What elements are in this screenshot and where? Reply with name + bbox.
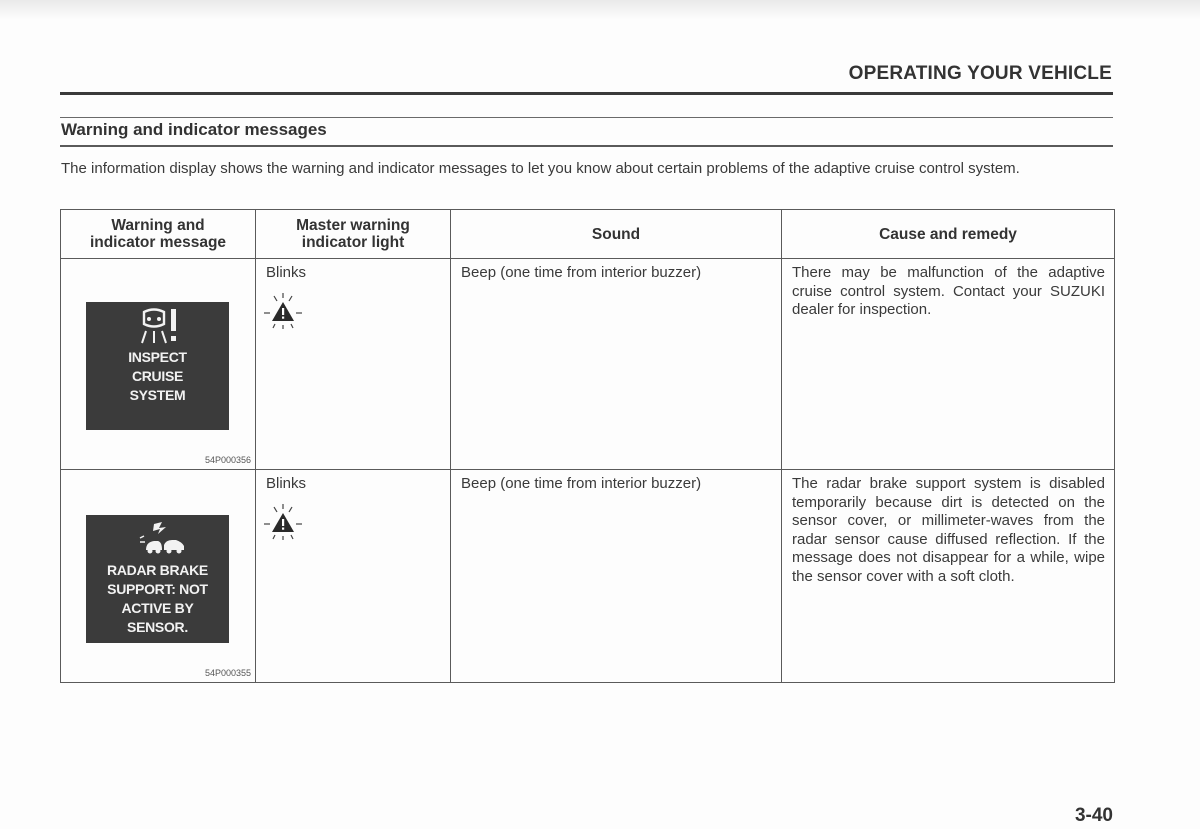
table-header-row — [61, 210, 1115, 259]
scan-shadow — [0, 0, 1200, 20]
light-label: Blinks — [266, 264, 307, 281]
header-cause: Cause and remedy — [782, 210, 1115, 259]
display-line: INSPECT — [128, 349, 187, 365]
header-message-line1: Warning and — [111, 217, 205, 234]
light-label: Blinks — [266, 475, 307, 492]
header-light-line1: Master warning — [296, 217, 410, 234]
display-panel — [86, 302, 229, 430]
image-code: 54P000355 — [204, 668, 251, 678]
light-cell — [256, 470, 451, 683]
header-message-line2: indicator message — [89, 234, 227, 251]
header-light — [256, 210, 451, 259]
display-panel — [86, 515, 229, 643]
display-line: CRUISE — [131, 368, 184, 384]
sound-text: Beep (one time from interior buzzer) — [461, 264, 702, 281]
radar-brake-icon — [128, 520, 188, 560]
display-message — [86, 348, 229, 405]
section-rule-top — [60, 117, 1113, 118]
light-cell — [256, 259, 451, 470]
cause-cell — [782, 259, 1115, 470]
header-message — [61, 210, 256, 259]
table-row — [61, 470, 1115, 683]
warning-message-table — [60, 209, 1115, 683]
display-line: SENSOR. — [127, 619, 188, 635]
sound-cell — [451, 470, 782, 683]
display-line: SUPPORT: NOT — [107, 581, 208, 597]
header-light-line2: indicator light — [301, 234, 405, 251]
image-code: 54P000356 — [204, 455, 251, 465]
table-row — [61, 259, 1115, 470]
message-image-cell — [61, 470, 256, 683]
message-image-cell — [61, 259, 256, 470]
section-title: Warning and indicator messages — [61, 120, 327, 139]
display-message — [86, 561, 229, 637]
page-number: 3-40 — [1074, 805, 1113, 826]
master-warning-icon — [262, 502, 304, 542]
intro-paragraph: The information display shows the warning and indicator messages to let you know about certain problems of the adaptive cruise control system. — [61, 160, 1020, 177]
header-sound: Sound — [451, 210, 782, 259]
sound-cell — [451, 259, 782, 470]
master-warning-icon — [262, 291, 304, 331]
sound-text: Beep (one time from interior buzzer) — [461, 475, 702, 492]
section-rule-bottom — [60, 145, 1113, 147]
header-rule — [60, 92, 1113, 95]
display-line: ACTIVE BY — [121, 600, 194, 616]
chapter-title: OPERATING YOUR VEHICLE — [848, 63, 1112, 84]
cruise-warning-icon — [133, 307, 183, 347]
cause-text: The radar brake support system is disabled temporarily because dirt is detected on the sensor cover, or millimeter-waves from the radar sensor cause diffused reflection. If the message does not disappear for a while, wipe the sensor cover with a soft cloth. — [792, 475, 1105, 585]
cause-cell — [782, 470, 1115, 683]
display-line: RADAR BRAKE — [107, 562, 208, 578]
display-line: SYSTEM — [129, 387, 186, 403]
cause-text: There may be malfunction of the adaptive cruise control system. Contact your SUZUKI dealer for inspection. — [792, 264, 1105, 318]
